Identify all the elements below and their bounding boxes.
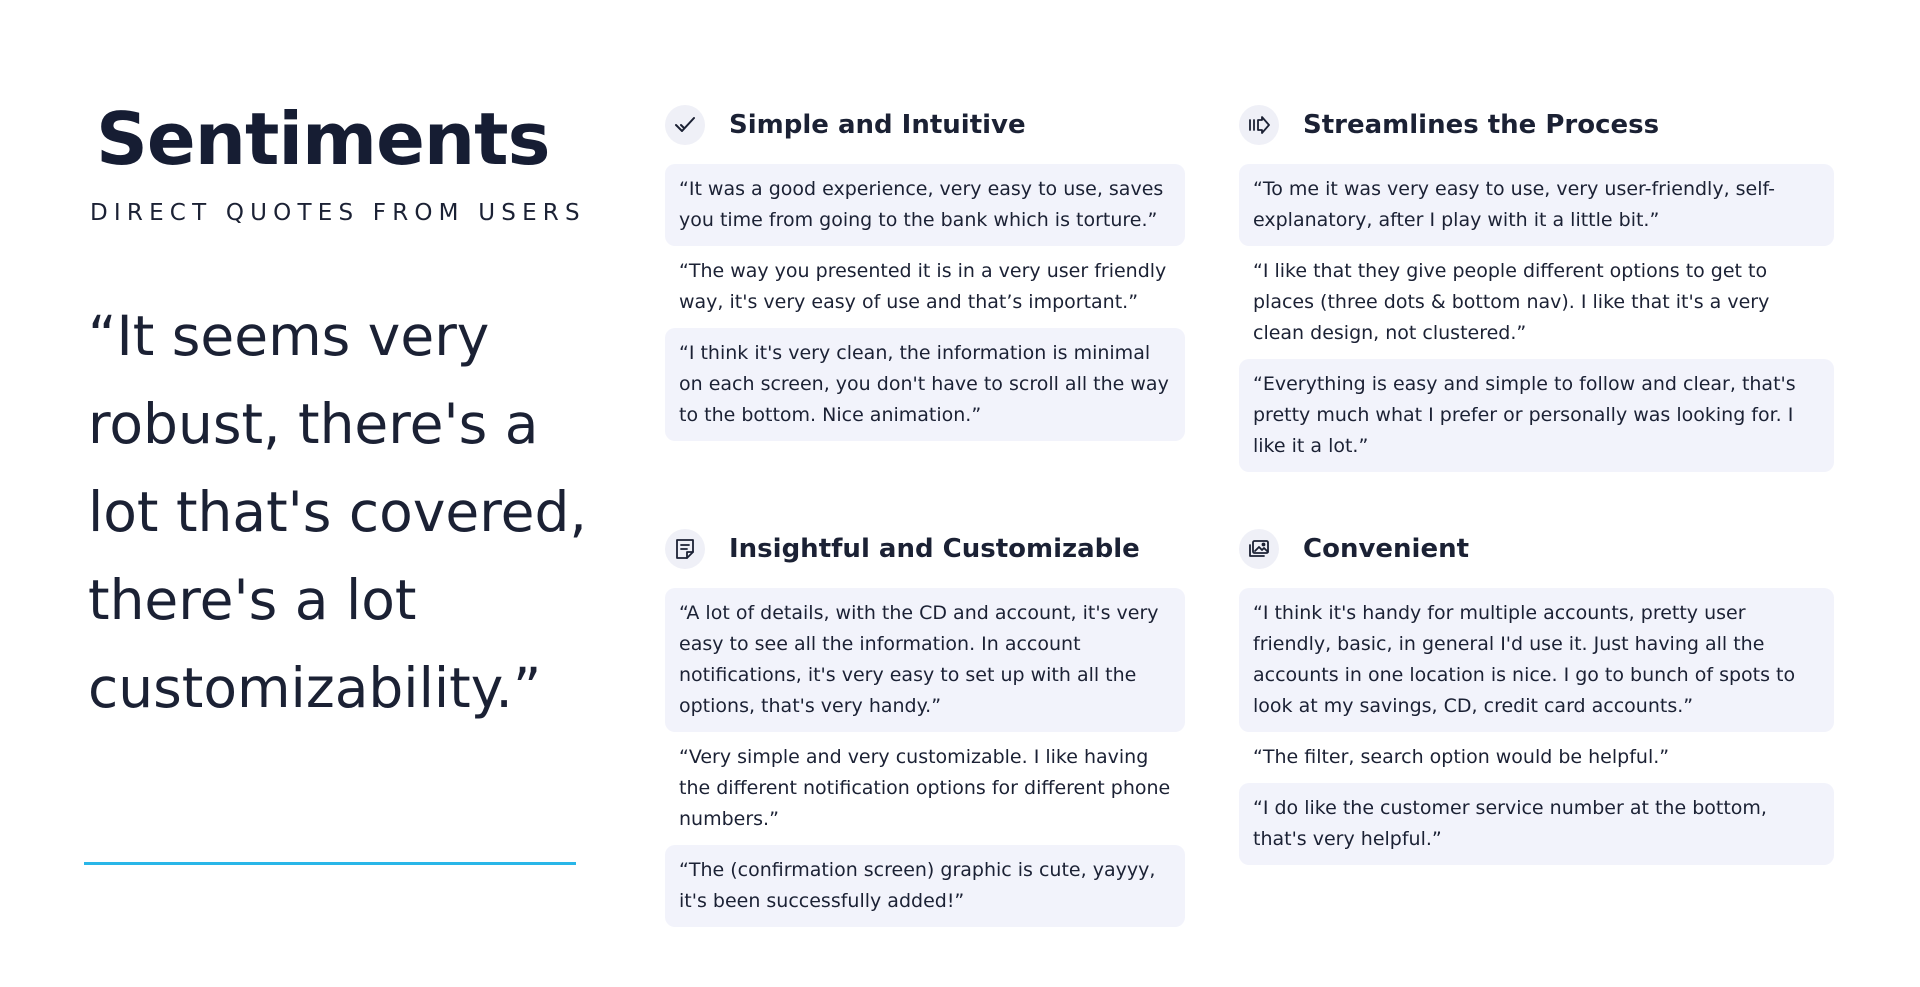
quote-card: “To me it was very easy to use, very user-friendly, self-explanatory, after I play with it a little bit.” <box>1239 164 1834 246</box>
divider <box>84 862 576 865</box>
quote-card: “A lot of details, with the CD and account, it's very easy to see all the information. In account notifications, it's very easy to set up with all the options, that's very handy.” <box>665 588 1185 732</box>
featured-quote: “It seems very robust, there's a lot that's covered, there's a lot customizability.” <box>88 304 587 720</box>
quote-card: “It was a good experience, very easy to use, saves you time from going to the bank which is torture.” <box>665 164 1185 246</box>
quote-list <box>665 164 1185 441</box>
document-icon <box>665 529 705 569</box>
quote-list <box>1239 164 1834 472</box>
quote-list <box>665 588 1185 927</box>
quote-card: “I think it's very clean, the information is minimal on each screen, you don't have to scroll all the way to the bottom. Nice animation.” <box>665 328 1185 441</box>
section-title: Streamlines the Process <box>1303 110 1660 140</box>
section-header <box>665 102 1185 148</box>
quote-card: “I do like the customer service number at the bottom, that's very helpful.” <box>1239 783 1834 865</box>
quote-card: “Very simple and very customizable. I like having the different notification options for different phone numbers.” <box>679 746 1171 830</box>
section-header <box>665 526 1185 572</box>
quote-card: “The filter, search option would be helpful.” <box>1253 746 1670 768</box>
quote-card: “I like that they give people different options to get to places (three dots & bottom nav). I like that it's a very clean design, not clustered.” <box>1253 260 1770 344</box>
arrow-right-icon <box>1239 105 1279 145</box>
quote-card: “I think it's handy for multiple accounts, pretty user friendly, basic, in general I'd use it. Just having all the accounts in one location is nice. I go to bunch of spots to look at my savings, CD, credit card accounts.” <box>1239 588 1834 732</box>
quote-card: “Everything is easy and simple to follow and clear, that's pretty much what I prefer or personally was looking for. I like it a lot.” <box>1239 359 1834 472</box>
quote-card: “The (confirmation screen) graphic is cute, yayyy, it's been successfully added!” <box>665 845 1185 927</box>
section-title: Simple and Intuitive <box>729 110 1026 140</box>
section-simple-and-intuitive <box>665 102 1185 441</box>
quote-card: “The way you presented it is in a very user friendly way, it's very easy of use and that’s important.” <box>679 260 1167 313</box>
check-icon <box>665 105 705 145</box>
page-title: Sentiments <box>96 97 550 181</box>
page-subtitle: DIRECT QUOTES FROM USERS <box>90 200 586 226</box>
section-insightful-and-customizable <box>665 526 1185 927</box>
section-title: Convenient <box>1303 534 1470 564</box>
section-convenient <box>1239 526 1834 865</box>
quote-list <box>1239 588 1834 865</box>
section-header <box>1239 526 1834 572</box>
section-title: Insightful and Customizable <box>729 534 1140 564</box>
section-streamlines-the-process <box>1239 102 1834 472</box>
images-icon <box>1239 529 1279 569</box>
section-header <box>1239 102 1834 148</box>
